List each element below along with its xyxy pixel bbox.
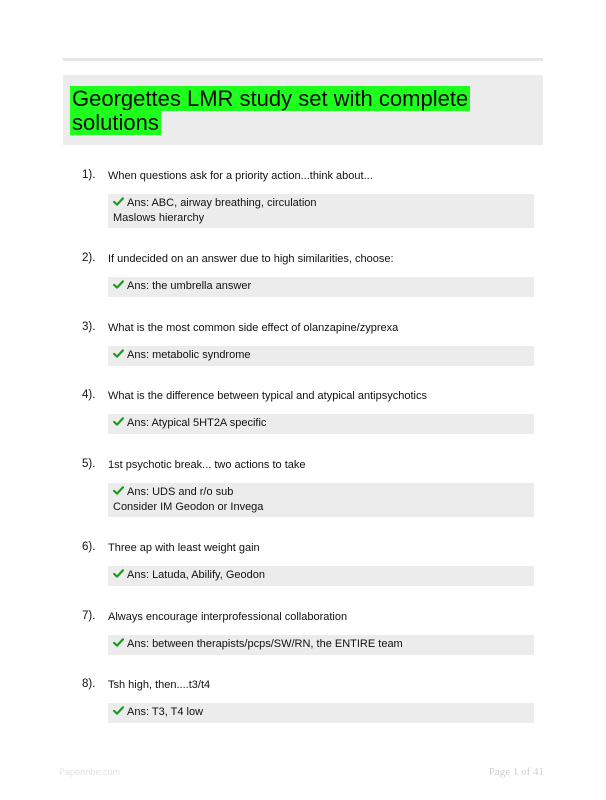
question-text: 1st psychotic break... two actions to take: [108, 459, 306, 471]
check-icon: [113, 637, 124, 648]
answer-box: [108, 635, 534, 655]
question-text: If undecided on an answer due to high similarities, choose:: [108, 253, 394, 265]
check-icon: [113, 416, 124, 427]
answer-line: [113, 416, 529, 431]
answer-box: [108, 566, 534, 586]
answer-line: [113, 637, 529, 652]
check-icon: [113, 485, 124, 496]
document-title: [70, 87, 470, 134]
check-icon: [113, 279, 124, 290]
page-number: Page 1 of 41: [488, 766, 544, 778]
question-number: 2).: [82, 252, 96, 264]
question-text: Tsh high, then....t3/t4: [108, 679, 211, 691]
answer-box: [108, 346, 534, 366]
check-icon: [113, 196, 124, 207]
check-icon: [113, 348, 124, 359]
question-text: When questions ask for a priority action...think about...: [108, 170, 373, 182]
question-number: 8).: [82, 678, 96, 690]
question-number: 6).: [82, 541, 96, 553]
answer-line: [113, 279, 529, 294]
check-icon: [113, 568, 124, 579]
top-divider: [63, 58, 543, 61]
question-number: 1).: [82, 169, 96, 181]
answer-line: [113, 485, 529, 500]
answer-text: Maslows hierarchy: [113, 212, 205, 224]
answer-box: [108, 277, 534, 297]
question-text: What is the most common side effect of olanzapine/zyprexa: [108, 322, 399, 334]
answer-text: Ans: the umbrella answer: [127, 280, 252, 292]
question-number: 3).: [82, 321, 96, 333]
answer-text: Consider IM Geodon or Invega: [113, 501, 264, 513]
answer-box: [108, 414, 534, 434]
answer-line: [113, 705, 529, 720]
answer-box: [108, 703, 534, 723]
answer-line: [113, 500, 529, 515]
footer-watermark: Papertribe.com: [59, 767, 121, 777]
answer-text: Ans: ABC, airway breathing, circulation: [127, 197, 317, 209]
check-icon: [113, 705, 124, 716]
answer-text: Ans: Atypical 5HT2A specific: [127, 417, 267, 429]
answer-line: [113, 348, 529, 363]
document-title-highlight: Georgettes LMR study set with complete solutions: [72, 86, 469, 135]
answer-text: Ans: between therapists/pcps/SW/RN, the ENTIRE team: [127, 638, 403, 650]
question-number: 7).: [82, 610, 96, 622]
question-number: 4).: [82, 389, 96, 401]
answer-box: [108, 483, 534, 517]
question-text: What is the difference between typical and atypical antipsychotics: [108, 390, 427, 402]
question-text: Always encourage interprofessional collaboration: [108, 611, 348, 623]
answer-text: Ans: metabolic syndrome: [127, 349, 251, 361]
question-number: 5).: [82, 458, 96, 470]
answer-box: [108, 194, 534, 228]
answer-text: Ans: T3, T4 low: [127, 706, 204, 718]
answer-line: [113, 568, 529, 583]
answer-text: Ans: Latuda, Abilify, Geodon: [127, 569, 265, 581]
answer-text: Ans: UDS and r/o sub: [127, 486, 234, 498]
question-text: Three ap with least weight gain: [108, 542, 260, 554]
answer-line: [113, 211, 529, 226]
answer-line: [113, 196, 529, 211]
